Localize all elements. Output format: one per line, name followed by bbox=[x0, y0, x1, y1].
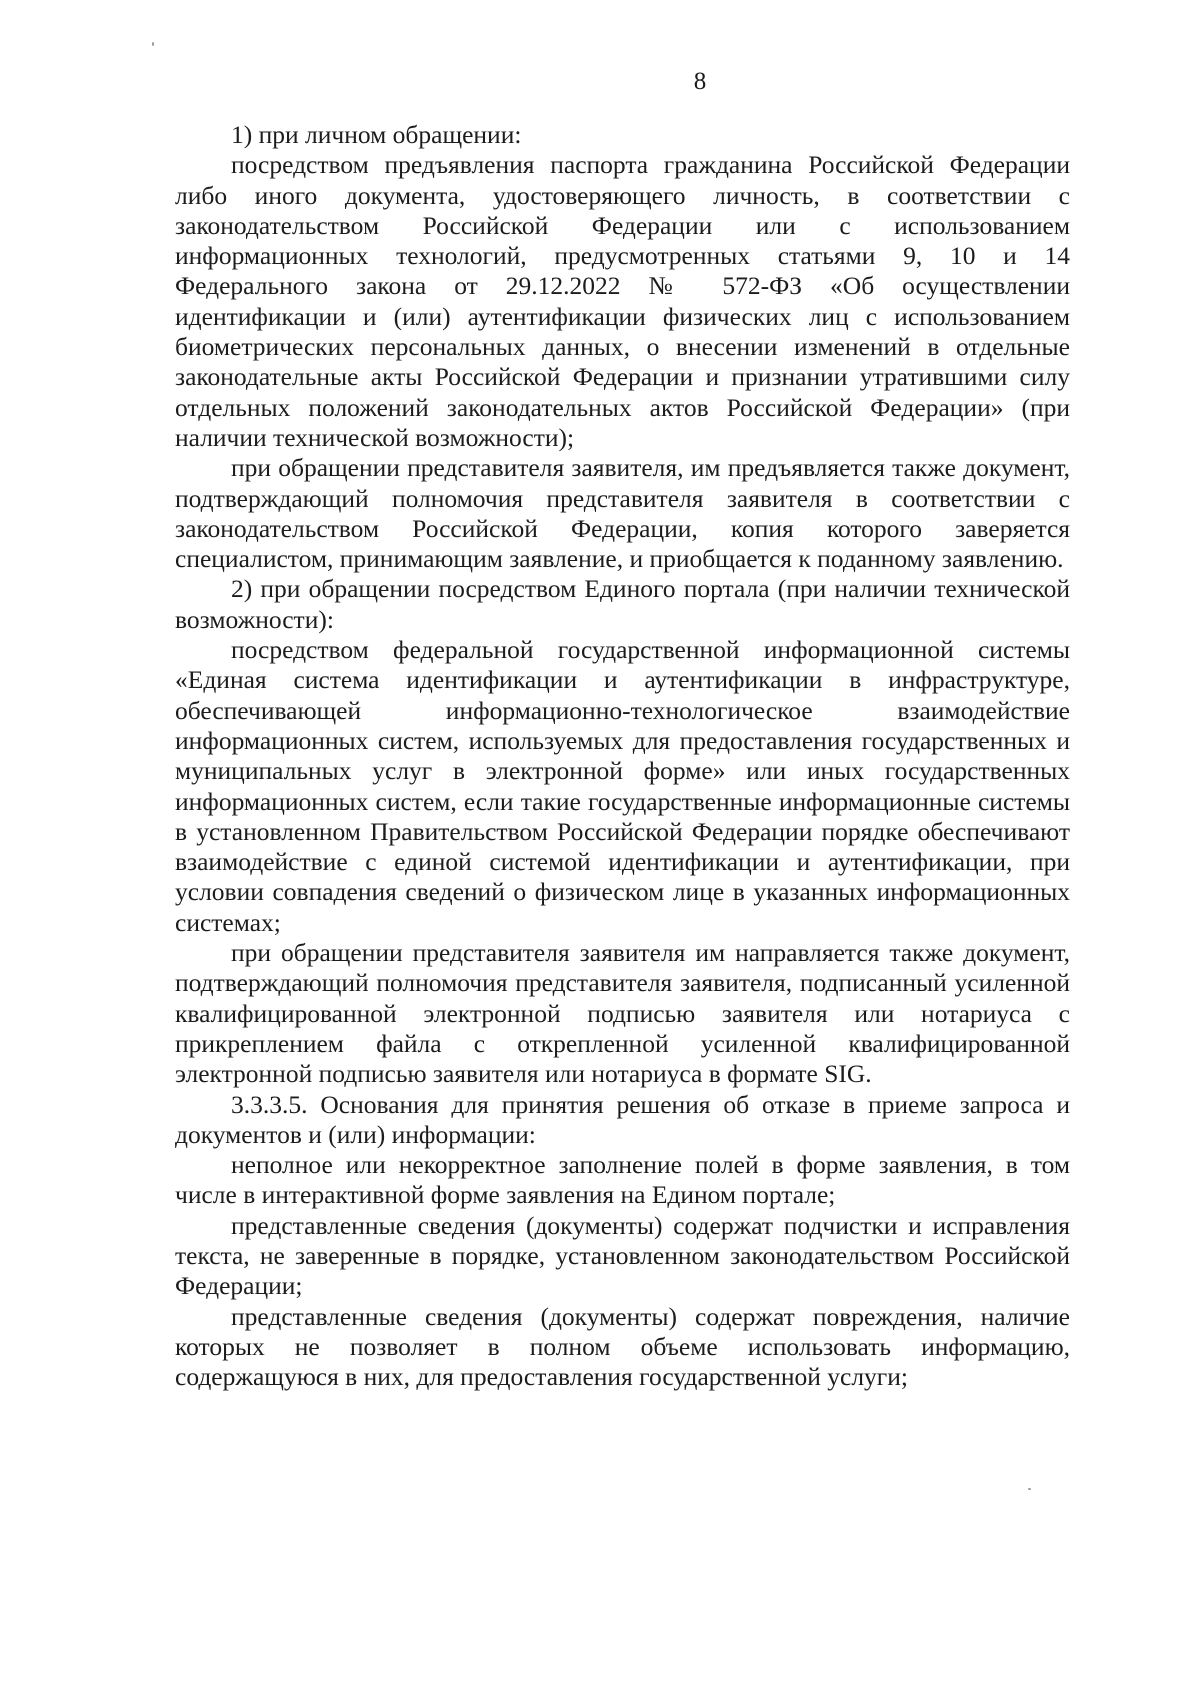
paragraph-3: при обращении представителя заявителя, им предъявляется также документ, подтверждающий полномочия представителя заявителя в соответствии с законодательством Российской Федерации, копия которого заверяется специалистом, принимающим заявление, и приобщается к поданному заявлению. bbox=[175, 453, 1070, 574]
paragraph-8: неполное или некорректное заполнение полей в форме заявления, в том числе в интерактивной форме заявления на Едином портале; bbox=[175, 1150, 1070, 1210]
paragraph-5: посредством федеральной государственной информационной системы «Единая система идентификации и аутентификации в инфраструктуре, обеспечивающей информационно-технологическое взаимодействие информационных систем, используемых для предоставления государственных и муниципальных услуг в электронной форме» или иных государственных информационных систем, если такие государственные информационные системы в установленном Правительством Российской Федерации порядке обеспечивают взаимодействие с единой системой идентификации и аутентификации, при условии совпадения сведений о физическом лице в указанных информационных системах; bbox=[175, 635, 1070, 937]
paragraph-1: 1) при личном обращении: bbox=[231, 120, 522, 149]
paragraph-2: посредством предъявления паспорта гражданина Российской Федерации либо иного документа, удостоверяющего личность, в соответствии с законодательством Российской Федерации или с использованием информационных технологий, предусмотренных статьями 9, 10 и 14 Федерального закона от 29.12.2022 № 572-ФЗ «Об осуществлении идентификации и (или) аутентификации физических лиц с использованием биометрических персональных данных, о внесении изменений в отдельные законодательные акты Российской Федерации и признании утратившими силу отдельных положений законодательных актов Российской Федерации» (при наличии технической возможности); bbox=[175, 150, 1070, 452]
paragraph-7: 3.3.3.5. Основания для принятия решения об отказе в приеме запроса и документов и (или) информации: bbox=[175, 1089, 1070, 1149]
paragraph-9: представленные сведения (документы) содержат подчистки и исправления текста, не заверенные в порядке, установленном законодательством Российской Федерации; bbox=[175, 1210, 1070, 1301]
page-number: 8 bbox=[693, 68, 707, 95]
paragraph-4: 2) при обращении посредством Единого портала (при наличии технической возможности): bbox=[175, 574, 1070, 634]
paragraph-6: при обращении представителя заявителя им направляется также документ, подтверждающий полномочия представителя заявителя, подписанный усиленной квалифицированной электронной подписью заявителя или нотариуса с прикреплением файла с открепленной усиленной квалифицированной электронной подписью заявителя или нотариуса в формате SIG. bbox=[175, 938, 1070, 1089]
scan-speck bbox=[152, 42, 154, 46]
scan-speck bbox=[1028, 1488, 1031, 1490]
paragraph-10: представленные сведения (документы) содержат повреждения, наличие которых не позволяет в полном объеме использовать информацию, содержащуюся в них, для предоставления государственной услуги; bbox=[175, 1301, 1070, 1392]
document-body bbox=[175, 120, 1070, 1392]
